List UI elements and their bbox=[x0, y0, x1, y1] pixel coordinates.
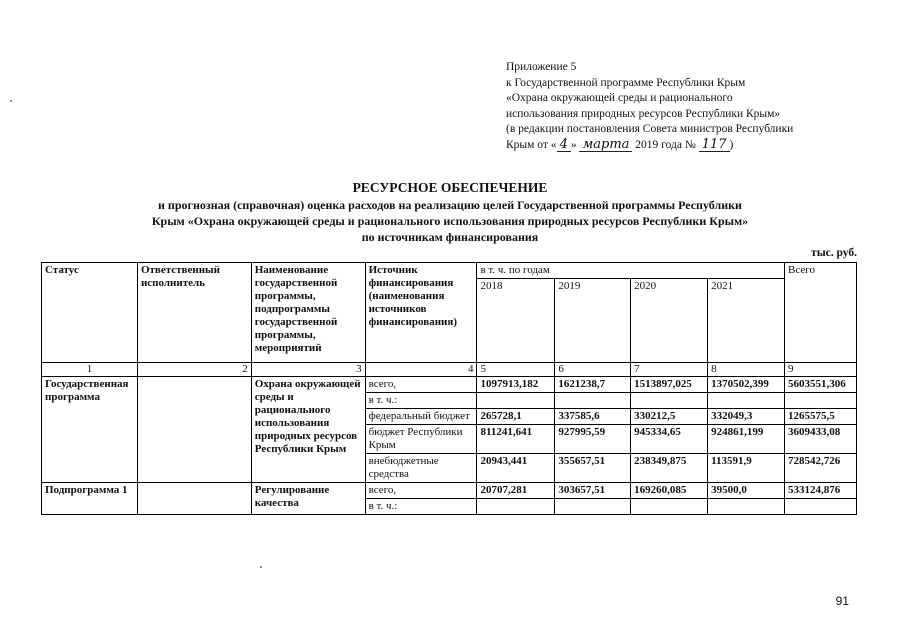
subprogram-executor bbox=[137, 483, 251, 515]
resource-table bbox=[41, 262, 857, 515]
header-total: Всего bbox=[784, 263, 856, 363]
annex-line-2: к Государственной программе Республики Крым bbox=[506, 76, 746, 89]
source-cell: федеральный бюджет bbox=[365, 409, 477, 425]
header-source: Источник финансирования (наименования источников финансирования) bbox=[365, 263, 477, 363]
header-year-2021: 2021 bbox=[708, 279, 785, 363]
value-2021: 332049,3 bbox=[708, 409, 785, 425]
index-cell: 2 bbox=[137, 363, 251, 377]
value-2018: 265728,1 bbox=[477, 409, 555, 425]
annex-header bbox=[506, 60, 886, 153]
value-total: 533124,876 bbox=[784, 483, 856, 499]
value-2020: 945334,65 bbox=[631, 425, 708, 454]
program-name: Охрана окружающей среды и рационального использования природных ресурсов Республики Крым bbox=[251, 377, 365, 483]
subprogram-name: Регулирование качества bbox=[251, 483, 365, 515]
title-sub-1: и прогнозная (справочная) оценка расходов на реализацию целей Государственной программы Республики bbox=[158, 198, 742, 212]
annex-line-4: использования природных ресурсов Республики Крым» bbox=[506, 107, 781, 120]
index-cell: 5 bbox=[477, 363, 555, 377]
title-sub-3: по источникам финансирования bbox=[361, 230, 539, 244]
value-2021: 1370502,399 bbox=[708, 377, 785, 393]
value-2021 bbox=[708, 499, 785, 515]
program-executor bbox=[137, 377, 251, 483]
program-status: Государственная программа bbox=[42, 377, 138, 483]
header-row-1 bbox=[42, 263, 857, 279]
value-2019: 927995,59 bbox=[555, 425, 631, 454]
value-total: 3609433,08 bbox=[784, 425, 856, 454]
value-2021: 39500,0 bbox=[708, 483, 785, 499]
index-cell: 1 bbox=[42, 363, 138, 377]
value-2018 bbox=[477, 393, 555, 409]
header-year-2020: 2020 bbox=[631, 279, 708, 363]
handwritten-day: 4 bbox=[557, 138, 571, 152]
value-2019: 303657,51 bbox=[555, 483, 631, 499]
scan-speck bbox=[10, 100, 12, 102]
header-name: Наименование государственной программы, подпрограммы государственной программы, мероприятий bbox=[251, 263, 365, 363]
index-cell: 9 bbox=[784, 363, 856, 377]
index-cell: 8 bbox=[708, 363, 785, 377]
value-2020: 330212,5 bbox=[631, 409, 708, 425]
handwritten-number: 117 bbox=[699, 138, 730, 152]
header-year-2019: 2019 bbox=[555, 279, 631, 363]
subprogram-status: Подпрограмма 1 bbox=[42, 483, 138, 515]
value-2021: 113591,9 bbox=[708, 454, 785, 483]
value-2018: 1097913,182 bbox=[477, 377, 555, 393]
value-2019 bbox=[555, 499, 631, 515]
header-year-2018: 2018 bbox=[477, 279, 555, 363]
page-number: 91 bbox=[835, 594, 849, 608]
value-2020: 169260,085 bbox=[631, 483, 708, 499]
value-2020: 238349,875 bbox=[631, 454, 708, 483]
source-cell: в т. ч.: bbox=[365, 499, 477, 515]
source-cell: бюджет Республики Крым bbox=[365, 425, 477, 454]
value-total: 5603551,306 bbox=[784, 377, 856, 393]
annex-line-3: «Охрана окружающей среды и рационального bbox=[506, 92, 733, 104]
document-title bbox=[40, 180, 860, 245]
value-2021 bbox=[708, 393, 785, 409]
annex-date-mid2: 2019 года № bbox=[632, 138, 699, 151]
value-2018: 20943,441 bbox=[477, 454, 555, 483]
table-row bbox=[42, 483, 857, 499]
annex-line-1: Приложение 5 bbox=[506, 61, 577, 73]
header-executor: Ответственный исполнитель bbox=[137, 263, 251, 363]
header-status: Статус bbox=[42, 263, 138, 363]
value-2018: 20707,281 bbox=[477, 483, 555, 499]
value-2020 bbox=[631, 393, 708, 409]
annex-line-5: (в редакции постановления Совета министров Республики bbox=[506, 123, 794, 135]
units-label: тыс. руб. bbox=[811, 247, 857, 259]
handwritten-month: марта bbox=[579, 138, 632, 152]
title-main: РЕСУРСНОЕ ОБЕСПЕЧЕНИЕ bbox=[352, 180, 548, 195]
index-row bbox=[42, 363, 857, 377]
value-2020 bbox=[631, 499, 708, 515]
value-total: 728542,726 bbox=[784, 454, 856, 483]
annex-line-6 bbox=[506, 138, 886, 154]
index-cell: 6 bbox=[555, 363, 631, 377]
value-2019 bbox=[555, 393, 631, 409]
value-2018: 811241,641 bbox=[477, 425, 555, 454]
value-2020: 1513897,025 bbox=[631, 377, 708, 393]
annex-date-prefix: Крым от « bbox=[506, 138, 557, 151]
source-cell: в т. ч.: bbox=[365, 393, 477, 409]
source-cell: всего, bbox=[365, 377, 477, 393]
index-cell: 4 bbox=[365, 363, 477, 377]
value-total bbox=[784, 499, 856, 515]
value-total: 1265575,5 bbox=[784, 409, 856, 425]
value-2021: 924861,199 bbox=[708, 425, 785, 454]
value-2019: 1621238,7 bbox=[555, 377, 631, 393]
value-2019: 337585,6 bbox=[555, 409, 631, 425]
table-row bbox=[42, 377, 857, 393]
source-cell: внебюджетные средства bbox=[365, 454, 477, 483]
value-2019: 355657,51 bbox=[555, 454, 631, 483]
index-cell: 3 bbox=[251, 363, 365, 377]
source-cell: всего, bbox=[365, 483, 477, 499]
title-sub-2: Крым «Охрана окружающей среды и рационального использования природных ресурсов Республики Крым» bbox=[151, 214, 749, 228]
annex-date-suffix: ) bbox=[729, 138, 734, 151]
value-total bbox=[784, 393, 856, 409]
annex-date-mid1: » bbox=[570, 138, 580, 151]
value-2018 bbox=[477, 499, 555, 515]
index-cell: 7 bbox=[631, 363, 708, 377]
header-by-years: в т. ч. по годам bbox=[477, 263, 785, 279]
scan-speck bbox=[260, 566, 262, 568]
